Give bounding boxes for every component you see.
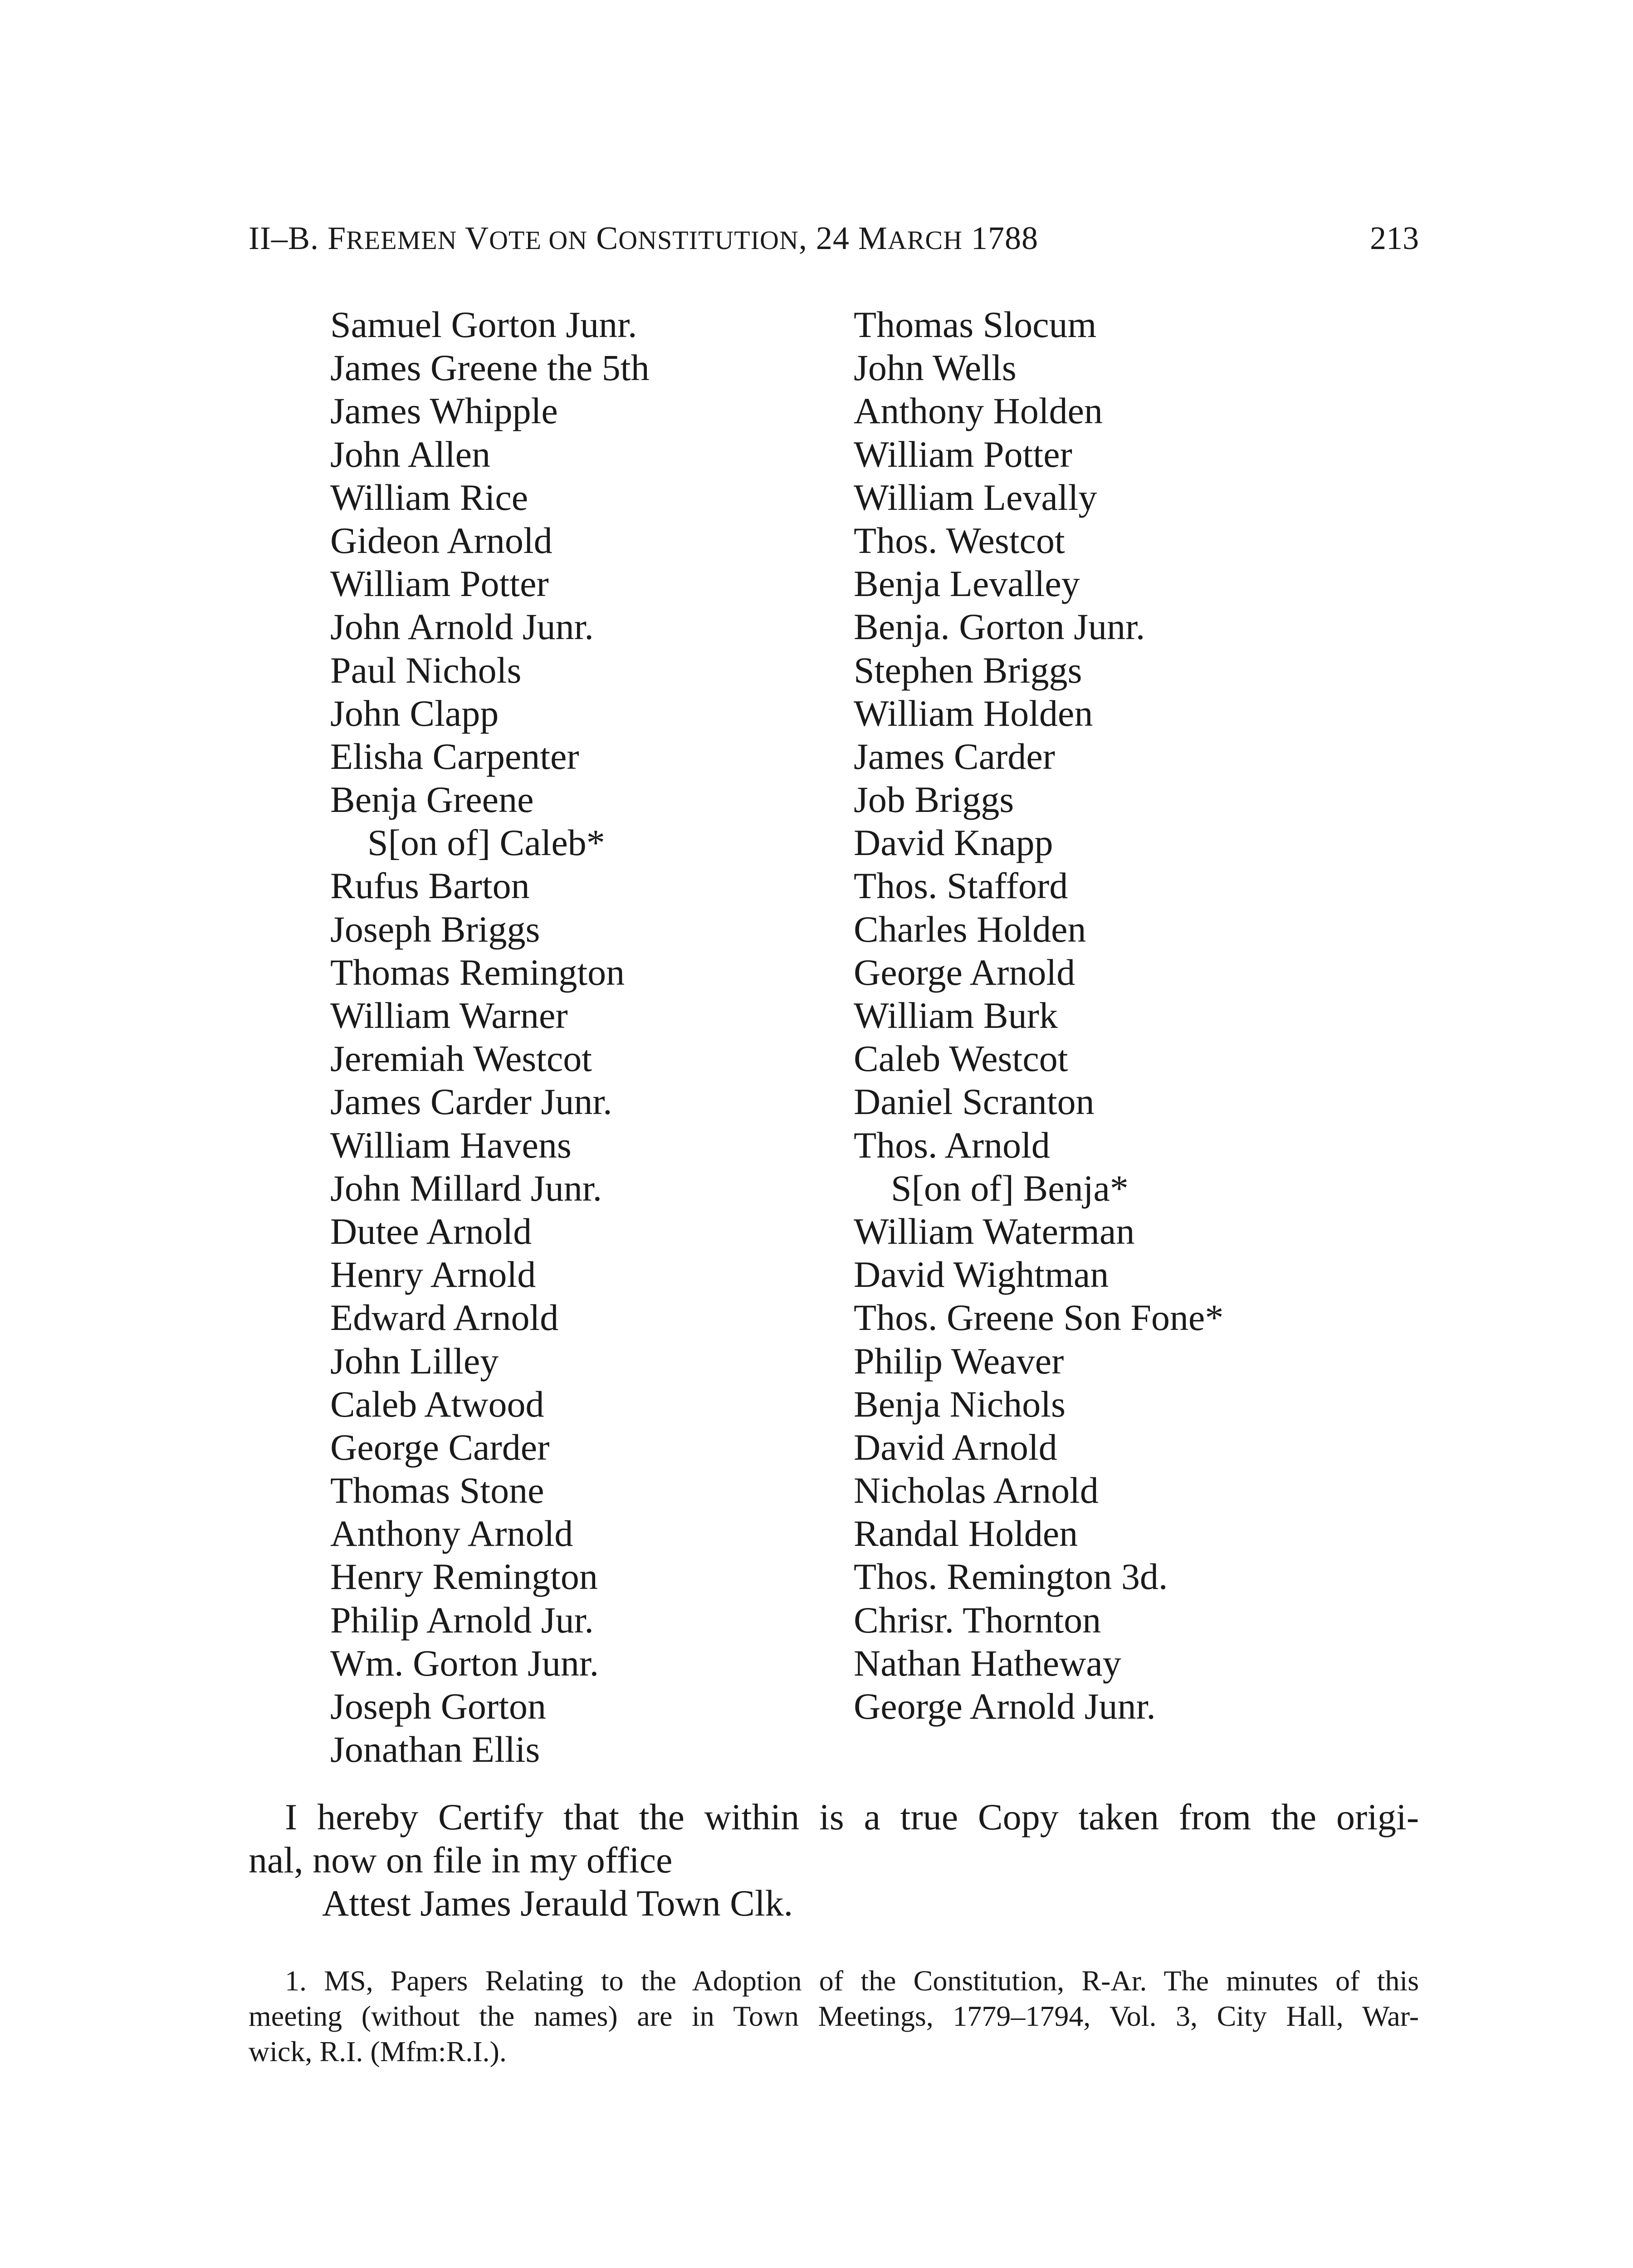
running-head-title: II–B. FREEMEN VOTE ON CONSTITUTION, 24 MARCH 1788	[249, 220, 1039, 256]
list-item: Nicholas Arnold	[854, 1470, 1099, 1511]
left-name-column	[330, 303, 650, 1771]
list-item: Henry Remington	[330, 1556, 598, 1598]
list-item: William Havens	[330, 1124, 572, 1166]
page-number: 213	[1370, 220, 1419, 256]
list-item: Caleb Westcot	[854, 1038, 1068, 1080]
list-item: Jonathan Ellis	[330, 1729, 540, 1770]
list-item: Edward Arnold	[330, 1297, 559, 1339]
list-item: William Potter	[330, 563, 549, 605]
list-item: Daniel Scranton	[854, 1081, 1095, 1123]
list-item: Dutee Arnold	[330, 1210, 532, 1252]
list-item: Benja Greene	[330, 779, 534, 821]
list-item: John Wells	[854, 347, 1017, 389]
list-item: Chrisr. Thornton	[854, 1599, 1101, 1641]
list-item: Benja Nichols	[854, 1383, 1066, 1425]
list-item: Anthony Arnold	[330, 1513, 573, 1554]
list-item: Job Briggs	[854, 779, 1014, 821]
list-item: Samuel Gorton Junr.	[330, 304, 637, 345]
list-item: James Greene the 5th	[330, 347, 650, 389]
list-item: James Whipple	[330, 390, 558, 432]
list-item: Joseph Briggs	[330, 908, 540, 950]
list-item: Anthony Holden	[854, 390, 1103, 432]
list-item: Elisha Carpenter	[330, 735, 579, 777]
list-item: Thos. Remington 3d.	[854, 1556, 1168, 1598]
attestation-line: Attest James Jerauld Town Clk.	[322, 1882, 793, 1924]
list-item: Nathan Hatheway	[854, 1642, 1121, 1684]
right-name-column	[854, 303, 1223, 1728]
list-item: William Potter	[854, 433, 1072, 475]
list-item: Thomas Slocum	[854, 304, 1097, 345]
list-item: William Burk	[854, 995, 1058, 1036]
list-item: S[on of] Caleb*	[367, 822, 605, 864]
list-item: John Millard Junr.	[330, 1167, 602, 1209]
list-item: Thos. Stafford	[854, 865, 1068, 907]
list-item: Thos. Greene Son Fone*	[854, 1297, 1224, 1339]
list-item: William Waterman	[854, 1210, 1135, 1252]
list-item: George Carder	[330, 1426, 550, 1468]
certification-line: I hereby Certify that the within is a true Copy taken from the origi-	[285, 1796, 1419, 1838]
list-item: Thos. Arnold	[854, 1124, 1050, 1166]
list-item: Philip Weaver	[854, 1340, 1064, 1382]
list-item: Randal Holden	[854, 1513, 1078, 1554]
list-item: John Arnold Junr.	[330, 606, 594, 648]
footnote-line: 1. MS, Papers Relating to the Adoption of the Constitution, R-Ar. The minutes of this	[285, 1965, 1419, 1997]
list-item: Benja. Gorton Junr.	[854, 606, 1145, 648]
list-item: Charles Holden	[854, 908, 1086, 950]
list-item: Philip Arnold Jur.	[330, 1599, 594, 1641]
list-item: George Arnold	[854, 951, 1076, 993]
list-item: David Arnold	[854, 1426, 1057, 1468]
list-item: William Warner	[330, 995, 568, 1036]
list-item: John Clapp	[330, 692, 499, 734]
list-item: John Allen	[330, 433, 491, 475]
list-item: Paul Nichols	[330, 649, 522, 691]
list-item: James Carder	[854, 735, 1055, 777]
list-item: John Lilley	[330, 1340, 499, 1382]
list-item: Joseph Gorton	[330, 1686, 547, 1727]
list-item: Thomas Remington	[330, 951, 625, 993]
list-item: James Carder Junr.	[330, 1081, 612, 1123]
running-head	[249, 213, 1419, 263]
list-item: David Wightman	[854, 1254, 1109, 1295]
list-item: Rufus Barton	[330, 865, 530, 907]
list-item: Caleb Atwood	[330, 1383, 544, 1425]
list-item: Thos. Westcot	[854, 519, 1065, 561]
list-item: Henry Arnold	[330, 1254, 536, 1295]
list-item: George Arnold Junr.	[854, 1686, 1156, 1727]
list-item: Wm. Gorton Junr.	[330, 1642, 599, 1684]
certification-paragraph	[249, 1795, 1419, 1925]
certification-line: nal, now on file in my office	[249, 1839, 673, 1881]
list-item: William Holden	[854, 692, 1093, 734]
footnote-line: meeting (without the names) are in Town Meetings, 1779–1794, Vol. 3, City Hall, War-	[249, 2000, 1419, 2032]
list-item: Thomas Stone	[330, 1470, 544, 1511]
list-item: David Knapp	[854, 822, 1053, 864]
list-item: William Rice	[330, 476, 528, 518]
list-item: William Levally	[854, 476, 1097, 518]
list-item: Jeremiah Westcot	[330, 1038, 592, 1080]
list-item: Gideon Arnold	[330, 519, 552, 561]
list-item: Stephen Briggs	[854, 649, 1082, 691]
list-item: S[on of] Benja*	[891, 1167, 1129, 1209]
list-item: Benja Levalley	[854, 563, 1080, 605]
footnote-line: wick, R.I. (Mfm:R.I.).	[249, 2035, 507, 2068]
footnote	[249, 1963, 1419, 2069]
